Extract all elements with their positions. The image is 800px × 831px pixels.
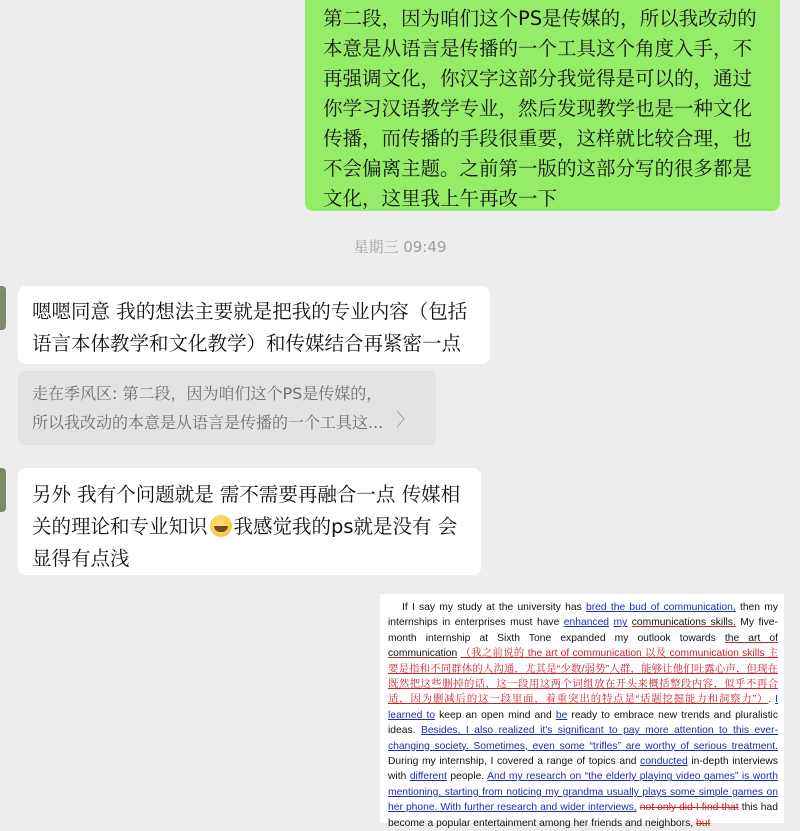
doc-text: . [768, 694, 772, 706]
doc-edit-underlined: my [613, 617, 628, 629]
incoming-message-text: 嗯嗯同意 我的想法主要就是把我的专业内容（包括语言本体教学和文化教学）和传媒结合再紧密一点 [32, 300, 468, 355]
doc-edit-underlined: bred the bud of communication, [586, 602, 736, 613]
doc-text: keep an open mind and [439, 709, 552, 721]
contact-avatar[interactable] [0, 286, 6, 330]
doc-edit-underlined: Besides, I also realized it's significant to pay more attention to this ever-changing society. Sometimes, even some “trifles” are worthy of serious treatment. [388, 725, 778, 752]
doc-text: My five-month internship at Sixth Tone expanded my outlook towards [388, 617, 778, 644]
document-screenshot-image[interactable] [380, 594, 784, 829]
doc-edit-underlined: conducted [640, 756, 688, 768]
doc-deleted-text: but [695, 817, 711, 829]
chat-timestamp: 星期三 09:49 [353, 238, 447, 256]
incoming-message-text: 我感觉我的ps就是没有 会显得有点浅 [32, 515, 458, 570]
doc-edit-underlined: different [409, 771, 447, 783]
doc-text: in-depth interviews with [388, 756, 778, 783]
doc-edit-underlined: And my research on “the elderly playing video games” is worth mentioning, starting from noticing my grandma usually plays some simple games on her phone. With further research and wider interviews, [388, 771, 778, 814]
quoted-message-reference[interactable] [18, 371, 436, 445]
doc-text: then my internships in enterprises must have [388, 602, 778, 629]
doc-edit-underlined: I learned to [388, 694, 778, 721]
incoming-message-bubble[interactable] [18, 286, 490, 364]
doc-comment-underlined: communications skills. [631, 617, 736, 629]
incoming-message-text: 另外 我有个问题就是 需不需要再融合一点 传媒相关的理论和专业知识 [32, 483, 461, 538]
quote-line-2: 所以我改动的本意是从语言是传播的一个工具这... [32, 413, 384, 432]
doc-text: ready to embrace new trends and pluralistic ideas. [388, 709, 778, 737]
chevron-right-icon: 〉 [396, 410, 414, 431]
doc-text: this had become a popular entertainment among her friends and neighbors, [388, 802, 778, 829]
outgoing-message-text: 第二段，因为咱们这个PS是传媒的，所以我改动的本意是从语言是传播的一个工具这个角度入手，不再强调文化，你汉字这部分我觉得是可以的，通过你学习汉语教学专业，然后发现教学也是一种文化传播，而传播的手段很重要，这样就比较合理，也不会偏离主题。之前第一版的这部分写的很多都是文化，这里我上午再改一下 [323, 7, 757, 210]
doc-comment-underlined: the art of communication [388, 632, 778, 660]
quote-line-1: 走在季风区: 第二段，因为咱们这个PS是传媒的， [32, 384, 383, 403]
doc-text: During my internship, I covered a range of topics and [388, 756, 637, 768]
contact-avatar[interactable] [0, 468, 6, 512]
doc-comment-text: （我之前说的 the art of communication 以及 communication skills 主要是指和不同群体的人沟通，尤其是“少数/弱势”人群，能够让他们吐露心声，但现在既然把这些删掉的话，这一段用这两个词组放在开头来概括整段内容，似乎不再合适，因为删减后的这一段里面，着重突出的特点是“话题挖掘能力和洞察力”） [388, 648, 778, 706]
doc-edit-underlined: be [555, 709, 568, 721]
doc-deleted-text: not only did I find that [639, 802, 739, 814]
doc-text: If I say my study at the university has [402, 602, 582, 613]
outgoing-message-bubble[interactable] [305, 0, 780, 211]
incoming-message-bubble[interactable] [18, 468, 481, 575]
facepalm-emoji-icon [210, 515, 232, 537]
doc-edit-underlined: enhanced [563, 617, 610, 629]
doc-text: people. [450, 771, 485, 783]
